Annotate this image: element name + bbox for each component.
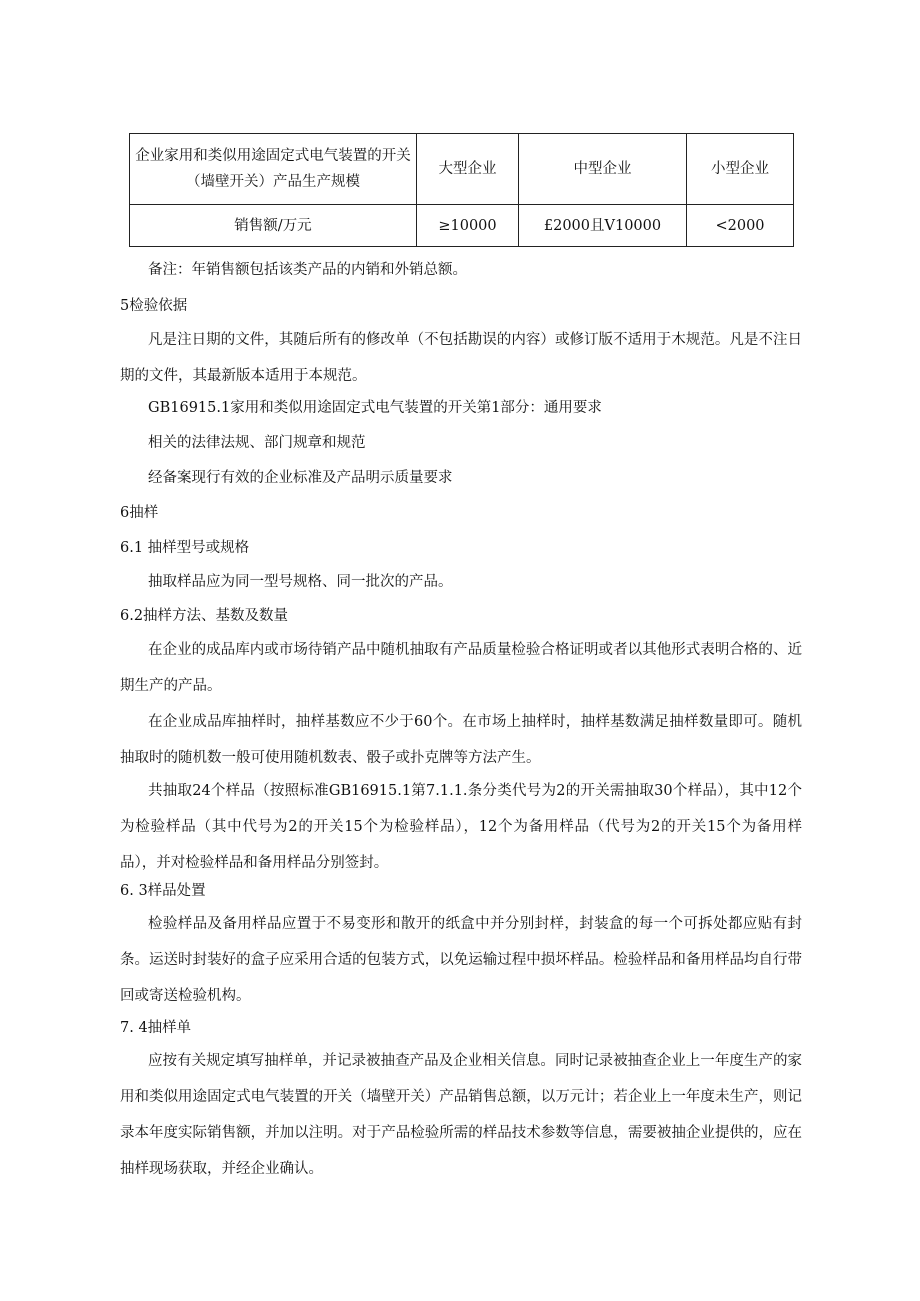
enterprise-scale-table	[129, 133, 793, 247]
table-note: 备注：年销售额包括该类产品的内销和外销总额。	[148, 262, 467, 278]
reference-item-3: 经备案现行有效的企业标准及产品明示质量要求	[148, 470, 453, 486]
section-6-3-heading: 6. 3样品处置	[120, 883, 206, 899]
section-6-1-text: 抽取样品应为同一型号规格、同一批次的产品。	[148, 574, 453, 590]
section-6-1-heading: 6.1 抽样型号或规格	[120, 540, 250, 556]
section-6-3-paragraph: 检验样品及备用样品应置于不易变形和散开的纸盒中并分别封样，封装盒的每一个可拆处都应贴有封条。运送时封装好的盒子应采用合适的包装方式，以免运输过程中损坏样品。检验样品和备用样品均自行带回或寄送检验机构。	[120, 916, 802, 1004]
section-6-4-paragraph: 应按有关规定填写抽样单，并记录被抽查产品及企业相关信息。同时记录被抽查企业上一年度生产的家用和类似用途固定式电气装置的开关（墙壁开关）产品销售总额，以万元计；若企业上一年度未生产，则记录本年度实际销售额，并加以注明。对于产品检验所需的样品技术参数等信息，需要被抽企业提供的，应在抽样现场获取，并经企业确认。	[120, 1053, 802, 1177]
cell-sales-label: 销售额/万元	[130, 205, 417, 247]
cell-large-value: ≥10000	[417, 205, 519, 247]
header-large: 大型企业	[417, 134, 519, 205]
reference-item-2: 相关的法律法规、部门规章和规范	[148, 435, 366, 451]
section-6-2-paragraph-1: 在企业的成品库内或市场待销产品中随机抽取有产品质量检验合格证明或者以其他形式表明合格的、近期生产的产品。	[120, 642, 802, 694]
section-6-2-paragraph-3: 共抽取24个样品（按照标准GB16915.1第7.1.1.条分类代号为2的开关需抽取30个样品），其中12个为检验样品（其中代号为2的开关15个为检验样品），12个为备用样品（代号为2的开关15个为备用样品），并对检验样品和备用样品分别签封。	[120, 783, 802, 871]
section-6-heading: 6抽样	[120, 505, 159, 521]
section-5-paragraph: 凡是注日期的文件，其随后所有的修改单（不包括勘误的内容）或修订版不适用于木规范。凡是不注日期的文件，其最新版本适用于本规范。	[120, 332, 802, 384]
table-header-row	[130, 134, 794, 205]
table-row	[130, 205, 794, 247]
cell-medium-value: £2000且V10000	[519, 205, 687, 247]
cell-small-value: <2000	[687, 205, 794, 247]
section-5-heading: 5检验依据	[120, 298, 188, 314]
header-small: 小型企业	[687, 134, 794, 205]
section-6-2-heading: 6.2抽样方法、基数及数量	[120, 608, 289, 624]
header-scale: 企业家用和类似用途固定式电气装置的开关（墙壁开关）产品生产规模	[130, 134, 417, 205]
section-6-4-heading: 7. 4抽样单	[120, 1020, 192, 1036]
reference-item-1: GB16915.1家用和类似用途固定式电气装置的开关第1部分：通用要求	[148, 400, 602, 416]
header-medium: 中型企业	[519, 134, 687, 205]
section-6-2-paragraph-2: 在企业成品库抽样时，抽样基数应不少于60个。在市场上抽样时，抽样基数满足抽样数量即可。随机抽取时的随机数一般可使用随机数表、骰子或扑克牌等方法产生。	[120, 714, 802, 766]
